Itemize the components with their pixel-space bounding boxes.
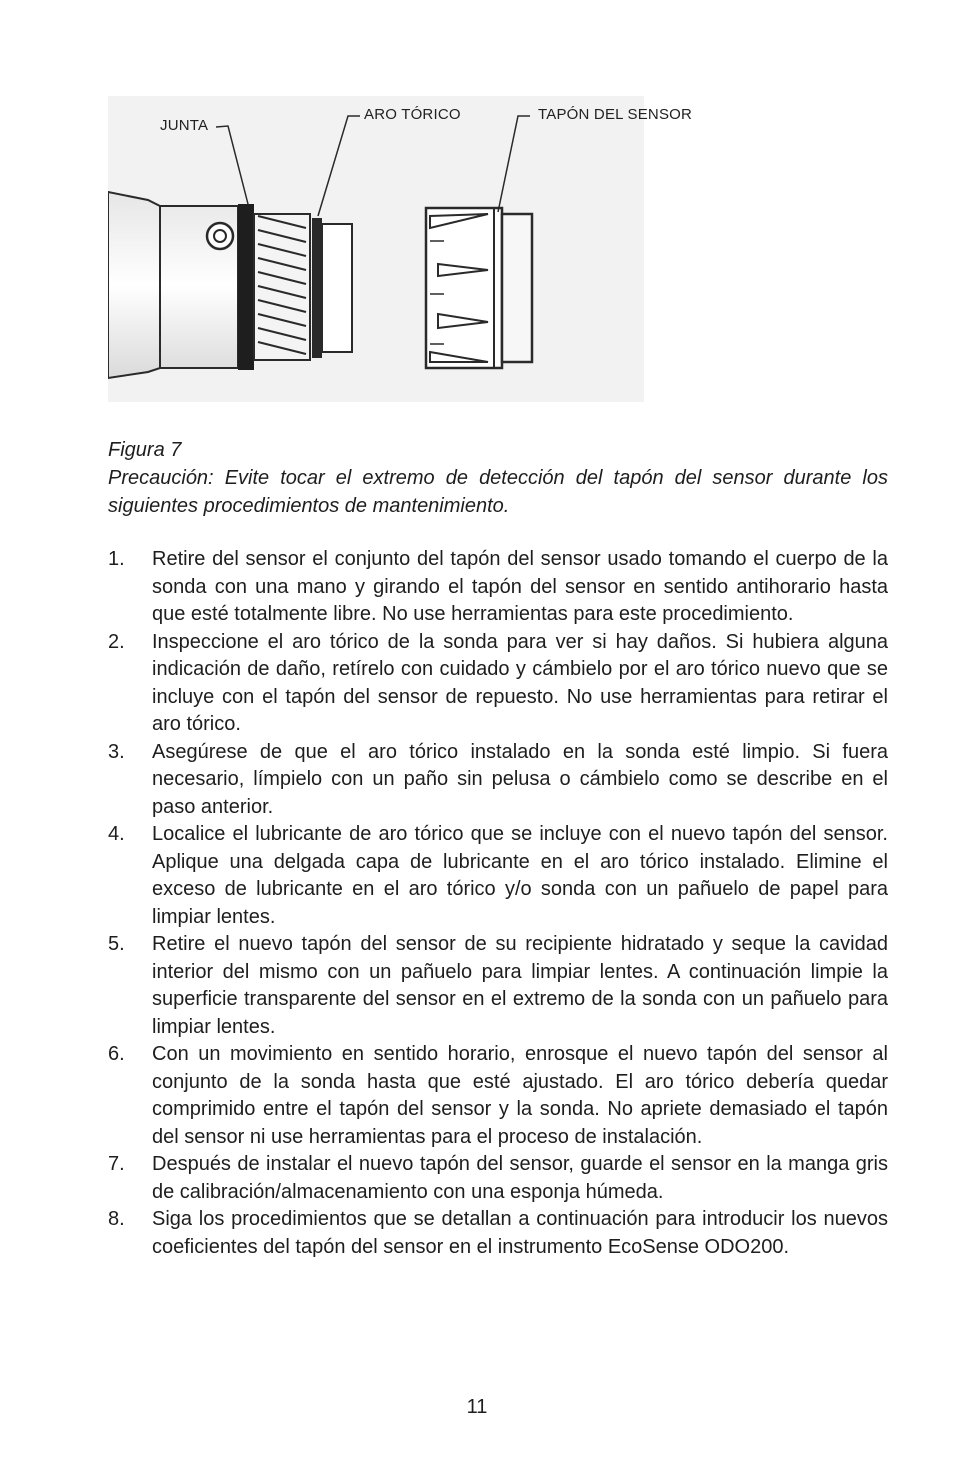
list-item (108, 1151, 888, 1206)
page-number: 11 (466, 1396, 488, 1418)
step-text: Después de instalar el nuevo tapón del sensor, guarde el sensor en la manga gris de calibración/almacenamiento con una esponja húmeda. (152, 1153, 888, 1203)
figure-caption: Figura 7 (108, 439, 182, 461)
step-text: Retire el nuevo tapón del sensor de su recipiente hidratado y seque la cavidad interior del mismo con un pañuelo para limpiar lentes. A continuación limpie la superficie transparente del sensor en el extremo de la sonda con un pañuelo para limpiar lentes. (152, 933, 888, 1038)
step-number: 3. (108, 740, 125, 763)
step-number: 4. (108, 823, 125, 845)
step-number: 6. (108, 1043, 125, 1065)
list-item (108, 1041, 888, 1151)
caution-note: Precaución: Evite tocar el extremo de detección del tapón del sensor durante los siguientes procedimientos de mantenimiento. (108, 467, 888, 517)
step-text: Asegúrese de que el aro tórico instalado en la sonda esté limpio. Si fuera necesario, límpielo con un paño sin pelusa o cámbielo como se describe en el paso anterior. (152, 740, 888, 818)
list-item (108, 1206, 888, 1261)
probe-body (108, 192, 238, 378)
step-number: 7. (108, 1153, 125, 1175)
maintenance-steps (108, 546, 888, 1261)
sensor-cap-label: TAPÓN DEL SENSOR (538, 106, 693, 123)
step-text: Siga los procedimientos que se detallan a continuación para introducir los nuevos coeficientes del tapón del sensor en el instrumento EcoSense ODO200. (152, 1208, 888, 1258)
list-item (108, 931, 888, 1041)
list-item (108, 739, 888, 822)
step-number: 2. (108, 630, 125, 653)
step-text: Con un movimiento en sentido horario, enrosque el nuevo tapón del sensor al conjunto de la sonda hasta que esté ajustado. El aro tórico debería quedar comprimido entre el tapón del sensor y la sonda. No apriete demasiado el tapón del sensor ni use herramientas para el proceso de instalación. (152, 1043, 888, 1148)
step-text: Localice el lubricante de aro tórico que se incluye con el nuevo tapón del sensor. Aplique una delgada capa de lubricante en el aro tórico instalado. Elimine el exceso de lubricante en el aro tórico y/o sonda con un pañuelo de papel para limpiar lentes. (152, 823, 888, 928)
list-item (108, 629, 888, 739)
list-item (108, 821, 888, 931)
list-item (108, 546, 888, 629)
probe-tip (322, 224, 352, 352)
step-number: 1. (108, 548, 125, 570)
sensor-cap (426, 208, 532, 368)
step-text: Retire del sensor el conjunto del tapón del sensor usado tomando el cuerpo de la sonda con una mano y girando el tapón del sensor en sentido antihorario hasta que esté totalmente libre. No use herramientas para este procedimiento. (152, 548, 888, 625)
step-number: 8. (108, 1208, 125, 1230)
gasket-label: JUNTA (160, 117, 209, 134)
o-ring (312, 218, 322, 358)
step-number: 5. (108, 933, 125, 955)
step-text: Inspeccione el aro tórico de la sonda para ver si hay daños. Si hubiera alguna indicación de daño, retírelo con cuidado y cámbielo por el aro tórico nuevo que se incluye con el tapón del sensor de repuesto. No use herramientas para retirar el aro tórico. (152, 630, 888, 735)
gasket (238, 204, 254, 370)
figure-7-illustration (108, 96, 708, 406)
o-ring-label: ARO TÓRICO (364, 106, 461, 123)
probe-diagram (108, 96, 708, 406)
